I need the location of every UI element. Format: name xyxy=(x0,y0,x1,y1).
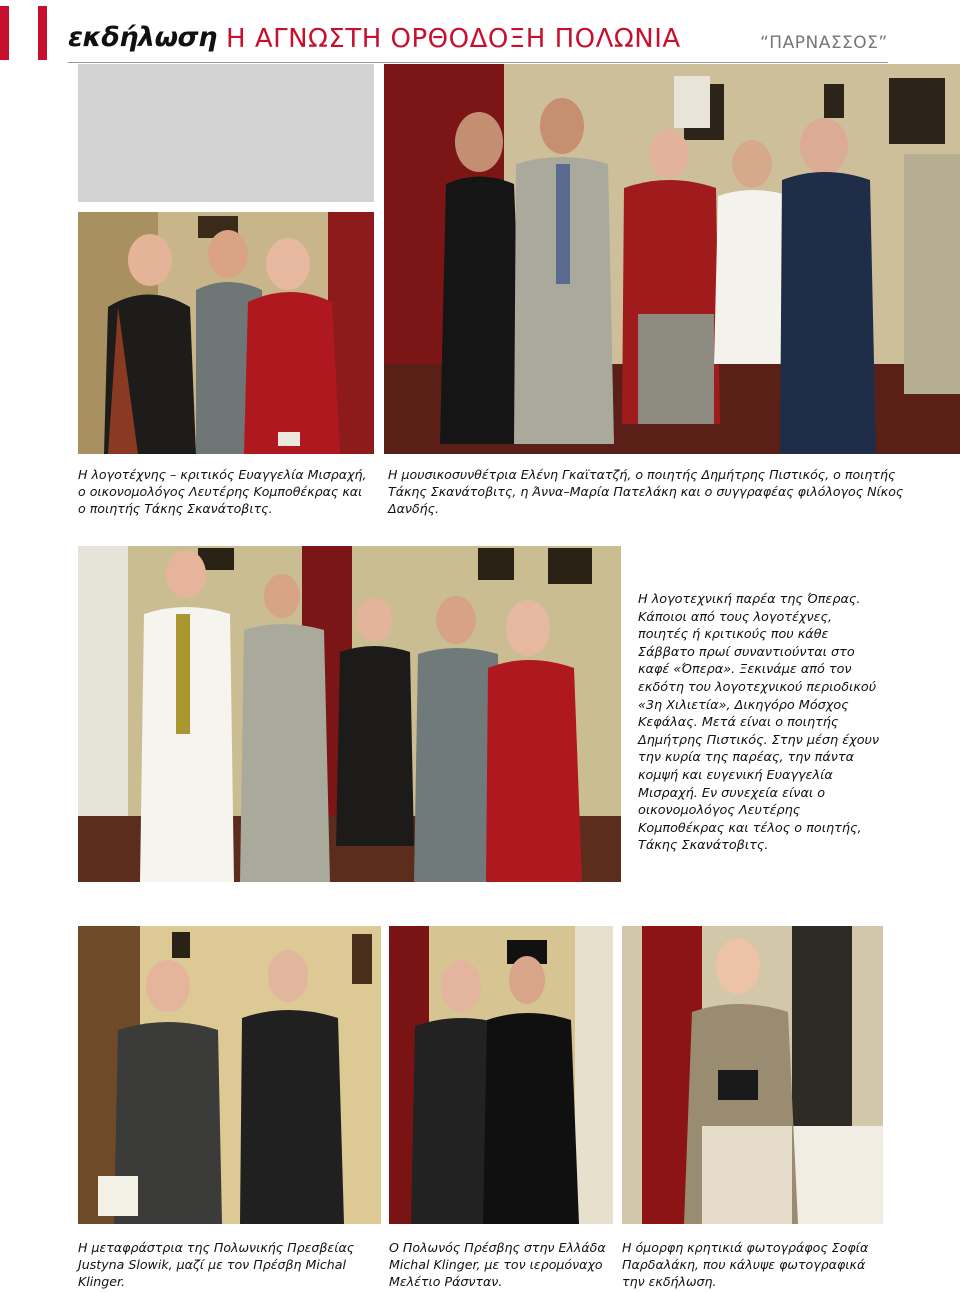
caption-photo-trio: Η λογοτέχνης – κριτικός Ευαγγελία Μισραχή, ο οικονομολόγος Λευτέρης Κομποθέκρας και ο ποιητής Τάκης Σκανάτοβιτς. xyxy=(78,467,367,516)
placeholder-block xyxy=(78,64,374,202)
caption-opera-group: Η λογοτεχνική παρέα της Όπερας. Κάποιοι από τους λογοτέχνες, ποιητές ή κριτικούς που κάθε Σάββατο πρωί συναντιούνται στο καφέ «Όπερα». Ξεκινάμε από τον εκδότη του λογοτεχνικού περιοδικού «3η Χιλιετία», Δικηγόρο Μόσχος Κεφάλας. Μετά είναι ο ποιητής Δημήτρης Πιστικός. Στην μέση έχουν την κυρία της παρέας, την πάντα κομψή και ευγενική Ευαγγελία Μισραχή. Εν συνεχεία είναι ο οικονομολόγος Λευτέρης Κομποθέκρας και τέλος ο ποιητής, Τάκης Σκανάτοβιτς. xyxy=(638,592,880,854)
section-kicker: εκδήλωση xyxy=(68,22,217,53)
caption-translator-ambassador: Η μεταφράστρια της Πολωνικής Πρεσβείας Justyna Slowik, μαζί με τον Πρέσβη Michal Klinger. xyxy=(78,1240,355,1289)
photo-trio-misrachi xyxy=(78,212,374,454)
caption-photo-group-five: Η μουσικοσυνθέτρια Ελένη Γκαϊτατζή, ο ποιητής Δημήτρης Πιστικός, ο ποιητής Τάκης Σκανάτοβιτς, η Άννα–Μαρία Πατελάκη και ο συγγραφέας φιλόλογος Νίκος Δανδής. xyxy=(388,467,904,516)
page-title: Η ΑΓΝΩΣΤΗ ΟΡΘΟΔΟΞΗ ΠΟΛΩΝΙΑ xyxy=(226,24,681,54)
caption-ambassador-priest: Ο Πολωνός Πρέσβης στην Ελλάδα Michal Klinger, με τον ιερομόναχο Μελέτιο Ράσνταν. xyxy=(389,1240,606,1289)
photo-opera-group xyxy=(78,546,621,882)
page-subtitle: “ΠΑΡΝΑΣΣΟΣ” xyxy=(760,33,888,53)
photo-ambassador-priest xyxy=(389,926,613,1224)
red-accent-bar xyxy=(38,6,47,60)
header-divider xyxy=(68,62,888,63)
photo-group-five xyxy=(384,64,960,454)
caption-photographer: Η όμορφη κρητικιά φωτογράφος Σοφία Παρδαλάκη, που κάλυψε φωτογραφικά την εκδήλωση. xyxy=(622,1240,869,1289)
photo-translator-ambassador xyxy=(78,926,381,1224)
red-accent-bar xyxy=(0,6,9,60)
photo-photographer xyxy=(622,926,883,1224)
